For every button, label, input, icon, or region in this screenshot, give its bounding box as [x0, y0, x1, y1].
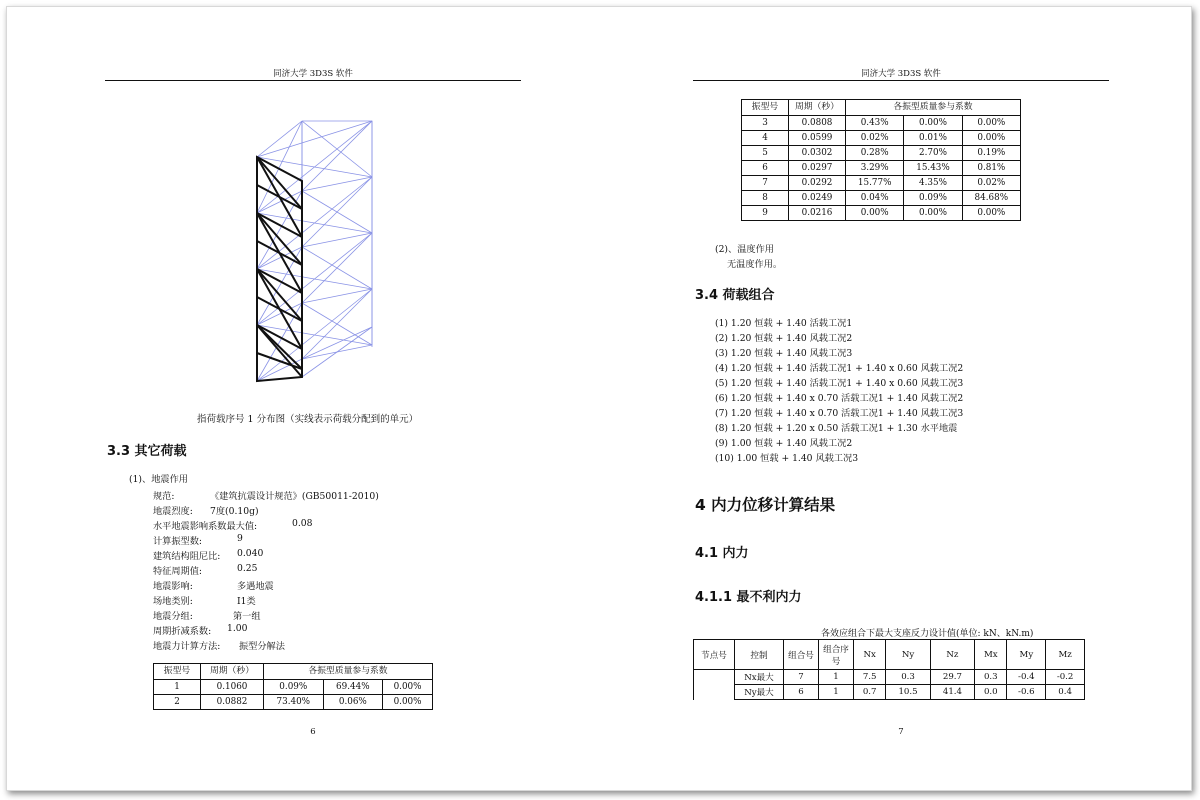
table-cell: 0.0216 — [789, 206, 846, 221]
table-row — [742, 116, 1021, 131]
truss-load-diagram — [247, 107, 397, 397]
table-cell: 0.7 — [854, 685, 886, 700]
table-cell: 0.0249 — [789, 191, 846, 206]
table-cell: 15.77% — [846, 176, 904, 191]
table-cell: -0.4 — [1007, 670, 1046, 685]
col-header: 控制 — [735, 640, 784, 670]
table-cell: 3.29% — [846, 161, 904, 176]
table-row — [742, 161, 1021, 176]
table-header-row — [154, 664, 433, 680]
section-4-1-1-title: 4.1.1 最不利内力 — [695, 590, 802, 605]
param-value: 9 — [237, 533, 243, 544]
col-header: 各振型质量参与系数 — [264, 664, 433, 680]
col-header: Nz — [930, 640, 974, 670]
table-cell: 0.00% — [962, 206, 1020, 221]
table-cell: 9 — [742, 206, 789, 221]
seismic-heading: (1)、地震作用 — [129, 474, 188, 485]
table-row — [694, 670, 1085, 685]
list-item: (5) 1.20 恒载 + 1.40 活载工况1 + 1.40 x 0.60 风载工况3 — [715, 378, 964, 389]
table-cell: 0.00% — [383, 680, 433, 695]
col-header: My — [1007, 640, 1046, 670]
param-value: 《建筑抗震设计规范》(GB50011-2010) — [210, 491, 379, 502]
col-header: Mx — [975, 640, 1007, 670]
list-item: (6) 1.20 恒载 + 1.40 x 0.70 活载工况1 + 1.40 风载工况2 — [715, 393, 964, 404]
table-cell: 10.5 — [886, 685, 930, 700]
table-cell: 7 — [784, 670, 819, 685]
table-row — [742, 191, 1021, 206]
param-value: 1.00 — [227, 623, 248, 634]
list-item: (4) 1.20 恒载 + 1.40 活载工况1 + 1.40 x 0.60 风载工况2 — [715, 363, 964, 374]
support-reaction-table — [693, 639, 1085, 700]
right-page — [599, 7, 1191, 790]
list-item: (1) 1.20 恒载 + 1.40 活载工况1 — [715, 318, 853, 329]
table-cell: 69.44% — [323, 680, 383, 695]
mode-participation-table-left — [153, 663, 433, 710]
table-cell: 1 — [154, 680, 201, 695]
list-item: (10) 1.00 恒载 + 1.40 风载工况3 — [715, 453, 859, 464]
table-cell: 0.0297 — [789, 161, 846, 176]
list-item: (8) 1.20 恒载 + 1.20 x 0.50 活载工况1 + 1.30 水平地震 — [715, 423, 958, 434]
mode-participation-table-right — [741, 99, 1021, 221]
table-cell: 0.4 — [1046, 685, 1085, 700]
table-cell: 2 — [154, 695, 201, 710]
table-cell: 6 — [742, 161, 789, 176]
table-cell: 73.40% — [264, 695, 324, 710]
table-cell: 5 — [742, 146, 789, 161]
page-number: 6 — [310, 727, 316, 737]
table-cell: 2.70% — [904, 146, 962, 161]
table-cell: 0.81% — [962, 161, 1020, 176]
table-cell: 0.1060 — [201, 680, 264, 695]
param-label: 场地类别: — [153, 596, 193, 607]
table-cell: 0.04% — [846, 191, 904, 206]
param-value: 7度(0.10g) — [210, 506, 259, 517]
table-row — [742, 176, 1021, 191]
table-cell: 0.19% — [962, 146, 1020, 161]
param-label: 地震分组: — [153, 611, 193, 622]
table-cell: 0.09% — [264, 680, 324, 695]
running-header: 同济大学 3D3S 软件 — [861, 69, 941, 79]
table-row — [742, 146, 1021, 161]
table-cell: 3 — [742, 116, 789, 131]
table-cell: 6 — [784, 685, 819, 700]
col-header: Mz — [1046, 640, 1085, 670]
table-cell: 7.5 — [854, 670, 886, 685]
table-cell: 0.0599 — [789, 131, 846, 146]
table-cell: 0.02% — [846, 131, 904, 146]
table-cell: 0.00% — [962, 131, 1020, 146]
header-rule — [105, 80, 521, 81]
table-cell: 84.68% — [962, 191, 1020, 206]
param-value: 多遇地震 — [237, 581, 274, 592]
document-spread — [6, 6, 1192, 791]
reaction-table-caption: 各效应组合下最大支座反力设计值(单位: kN、kN.m) — [821, 629, 1034, 639]
col-header: 组合号 — [784, 640, 819, 670]
table-cell: 0.00% — [962, 116, 1020, 131]
table-cell: 7 — [742, 176, 789, 191]
table-cell: 0.02% — [962, 176, 1020, 191]
temperature-text: 无温度作用。 — [727, 259, 783, 270]
left-page — [7, 7, 599, 790]
table-cell: 0.0292 — [789, 176, 846, 191]
list-item: (7) 1.20 恒载 + 1.40 x 0.70 活载工况1 + 1.40 风载工况3 — [715, 408, 964, 419]
col-header: 周期（秒） — [201, 664, 264, 680]
table-cell: 0.0882 — [201, 695, 264, 710]
param-label: 水平地震影响系数最大值: — [153, 521, 258, 532]
table-row — [154, 680, 433, 695]
table-cell: 0.0808 — [789, 116, 846, 131]
param-label: 特征周期值: — [153, 566, 203, 577]
col-header: Nx — [854, 640, 886, 670]
col-header: 振型号 — [154, 664, 201, 680]
table-cell: -0.6 — [1007, 685, 1046, 700]
table-cell: 0.00% — [904, 206, 962, 221]
param-label: 地震影响: — [153, 581, 193, 592]
col-header: 各振型质量参与系数 — [846, 100, 1021, 116]
param-value: 振型分解法 — [239, 641, 285, 652]
param-value: 0.25 — [237, 563, 258, 574]
table-cell: 1 — [819, 685, 854, 700]
section-3-4-title: 3.4 荷载组合 — [695, 288, 775, 303]
page-number: 7 — [898, 727, 904, 737]
table-cell: 0.06% — [323, 695, 383, 710]
table-cell: 1 — [819, 670, 854, 685]
table-cell: 0.00% — [904, 116, 962, 131]
list-item: (2) 1.20 恒载 + 1.40 风载工况2 — [715, 333, 853, 344]
table-cell: 0.3 — [886, 670, 930, 685]
running-header: 同济大学 3D3S 软件 — [273, 69, 353, 79]
param-label: 地震烈度: — [153, 506, 193, 517]
table-cell: 41.4 — [930, 685, 974, 700]
header-rule — [693, 80, 1109, 81]
table-cell: 4.35% — [904, 176, 962, 191]
table-cell: 0.3 — [975, 670, 1007, 685]
table-cell: 0.09% — [904, 191, 962, 206]
table-cell: 0.28% — [846, 146, 904, 161]
chapter-4-title: 4 内力位移计算结果 — [695, 496, 836, 514]
col-header: 周期（秒） — [789, 100, 846, 116]
param-label: 周期折减系数: — [153, 626, 212, 637]
table-row — [742, 206, 1021, 221]
table-row — [154, 695, 433, 710]
table-cell: 0.43% — [846, 116, 904, 131]
section-4-1-title: 4.1 内力 — [695, 546, 749, 561]
table-cell — [694, 670, 735, 700]
col-header: Ny — [886, 640, 930, 670]
table-cell: 0.00% — [383, 695, 433, 710]
param-label: 规范: — [153, 491, 175, 502]
table-cell: 4 — [742, 131, 789, 146]
table-cell: 0.0302 — [789, 146, 846, 161]
param-label: 地震力计算方法: — [153, 641, 221, 652]
param-value: 0.08 — [292, 518, 313, 529]
table-header-row — [742, 100, 1021, 116]
table-cell: 29.7 — [930, 670, 974, 685]
table-cell: Ny最大 — [735, 685, 784, 700]
table-cell: -0.2 — [1046, 670, 1085, 685]
table-row — [742, 131, 1021, 146]
table-cell: 15.43% — [904, 161, 962, 176]
param-label: 计算振型数: — [153, 536, 203, 547]
list-item: (9) 1.00 恒载 + 1.40 风载工况2 — [715, 438, 853, 449]
param-value: Ⅰ1类 — [237, 596, 256, 607]
col-header: 组合序号 — [819, 640, 854, 670]
truss-loaded-members — [257, 157, 302, 381]
table-cell: Nx最大 — [735, 670, 784, 685]
section-3-3-title: 3.3 其它荷载 — [107, 444, 187, 459]
table-cell: 0.00% — [846, 206, 904, 221]
temperature-heading: (2)、温度作用 — [715, 244, 774, 255]
table-cell: 0.0 — [975, 685, 1007, 700]
table-cell: 8 — [742, 191, 789, 206]
param-label: 建筑结构阻尼比: — [153, 551, 221, 562]
col-header: 节点号 — [694, 640, 735, 670]
param-value: 0.040 — [237, 548, 264, 559]
table-header-row — [694, 640, 1085, 670]
table-row — [694, 685, 1085, 700]
param-value: 第一组 — [233, 611, 261, 622]
col-header: 振型号 — [742, 100, 789, 116]
table-cell: 0.01% — [904, 131, 962, 146]
figure-caption: 指荷载序号 1 分布图（实线表示荷载分配到的单元） — [197, 414, 419, 425]
list-item: (3) 1.20 恒载 + 1.40 风载工况3 — [715, 348, 853, 359]
